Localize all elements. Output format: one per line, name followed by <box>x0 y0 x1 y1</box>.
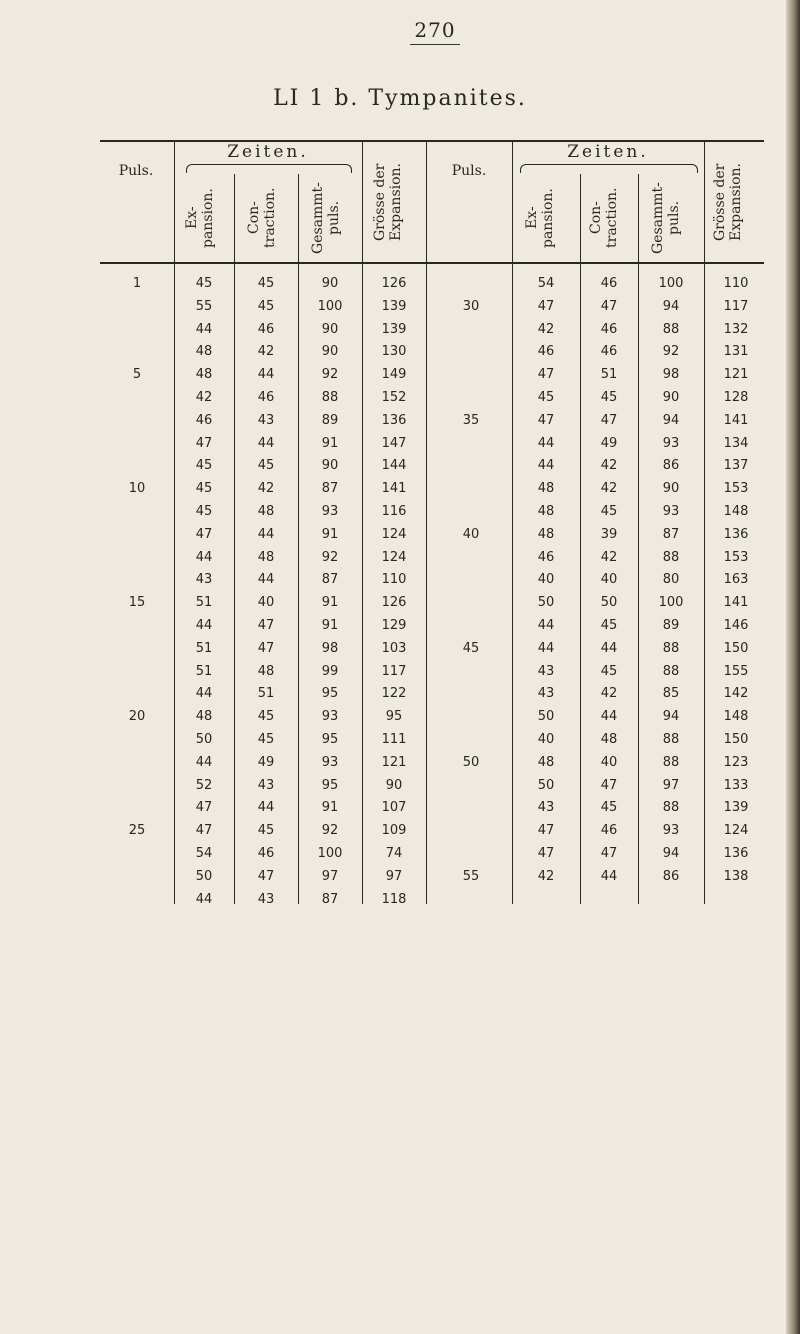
expansion-cell: 50 <box>195 732 213 747</box>
col-divider <box>174 142 175 904</box>
page-number: 270 <box>410 18 460 45</box>
gesammtpuls-cell: 98 <box>662 367 680 383</box>
gesammtpuls-cell: 90 <box>662 390 680 405</box>
groesse-cell: 129 <box>381 618 407 633</box>
contraction-cell: 44 <box>600 868 618 884</box>
expansion-cell: 50 <box>195 868 213 884</box>
gesammtpuls-cell: 94 <box>662 412 680 428</box>
contraction-cell: 42 <box>600 686 618 702</box>
gesammtpuls-cell: 88 <box>662 321 680 337</box>
contraction-cell: 42 <box>600 458 618 474</box>
expansion-cell: 47 <box>195 435 213 451</box>
expansion-cell: 51 <box>195 595 213 611</box>
contraction-cell: 48 <box>600 732 618 747</box>
contraction-cell: 48 <box>257 549 275 565</box>
col-divider <box>362 142 363 904</box>
groesse-cell: 142 <box>723 686 749 702</box>
gesammtpuls-cell: 100 <box>317 298 343 314</box>
contraction-cell: 44 <box>257 435 275 451</box>
gesammtpuls-cell: 93 <box>321 709 339 725</box>
groesse-cell: 103 <box>381 640 407 656</box>
gesammtpuls-cell: 88 <box>321 390 339 405</box>
contraction-cell: 48 <box>257 504 275 519</box>
gesammtpuls-cell: 90 <box>321 458 339 474</box>
expansion-cell: 47 <box>195 526 213 542</box>
expansion-cell: 51 <box>195 640 213 656</box>
expansion-cell: 47 <box>537 298 555 314</box>
contraction-cell: 43 <box>257 777 275 793</box>
col-divider <box>704 142 705 904</box>
contraction-cell: 44 <box>257 367 275 383</box>
table-title: LI 1 b. Tympanites. <box>273 86 527 111</box>
groesse-cell: 121 <box>381 754 407 770</box>
groesse-cell: 141 <box>723 595 749 611</box>
groesse-cell: 147 <box>381 435 407 451</box>
expansion-cell: 44 <box>195 549 213 565</box>
col-divider <box>426 142 427 904</box>
expansion-cell: 47 <box>537 367 555 383</box>
groesse-cell: 150 <box>723 732 749 747</box>
expansion-cell: 46 <box>537 344 555 360</box>
groesse-cell: 123 <box>723 754 749 770</box>
groesse-cell: 152 <box>381 390 407 405</box>
gesammtpuls-cell: 95 <box>321 686 339 702</box>
gesammtpuls-cell: 87 <box>662 526 680 542</box>
expansion-cell: 47 <box>537 412 555 428</box>
expansion-cell: 45 <box>195 504 213 519</box>
expansion-cell: 47 <box>195 800 213 816</box>
contraction-cell: 47 <box>257 618 275 633</box>
expansion-cell: 44 <box>537 435 555 451</box>
contraction-cell: 44 <box>257 572 275 588</box>
gesammtpuls-cell: 89 <box>321 412 339 428</box>
contraction-cell: 49 <box>257 754 275 770</box>
gesammtpuls-cell: 97 <box>662 777 680 793</box>
groesse-cell: 146 <box>723 618 749 633</box>
contraction-cell: 46 <box>600 344 618 360</box>
expansion-cell: 44 <box>195 618 213 633</box>
gesammtpuls-cell: 86 <box>662 458 680 474</box>
contraction-cell: 46 <box>600 823 618 839</box>
groesse-cell: 150 <box>723 640 749 656</box>
contraction-cell: 39 <box>600 526 618 542</box>
groesse-header-left: Grösse der Expansion. <box>372 163 405 241</box>
groesse-cell: 139 <box>381 298 407 314</box>
groesse-cell: 117 <box>723 298 749 314</box>
groesse-cell: 136 <box>723 526 749 542</box>
gesammtpuls-cell: 98 <box>321 640 339 656</box>
groesse-cell: 116 <box>381 504 407 519</box>
gesammtpuls-cell: 94 <box>662 846 680 861</box>
gesammtpuls-header-right: Gesammt- puls. <box>650 182 683 254</box>
expansion-cell: 44 <box>195 686 213 702</box>
expansion-cell: 42 <box>537 868 555 884</box>
expansion-cell: 50 <box>537 777 555 793</box>
contraction-cell: 46 <box>600 276 618 291</box>
puls-label: 50 <box>462 754 480 770</box>
page-edge <box>786 0 800 1334</box>
groesse-cell: 90 <box>385 777 403 793</box>
expansion-cell: 40 <box>537 732 555 747</box>
gesammtpuls-cell: 88 <box>662 732 680 747</box>
contraction-cell: 44 <box>600 709 618 725</box>
groesse-cell: 139 <box>381 321 407 337</box>
expansion-cell: 48 <box>195 367 213 383</box>
expansion-cell: 44 <box>537 458 555 474</box>
contraction-cell: 43 <box>257 412 275 428</box>
expansion-cell: 44 <box>195 321 213 337</box>
contraction-cell: 45 <box>257 298 275 314</box>
groesse-cell: 149 <box>381 367 407 383</box>
groesse-cell: 148 <box>723 709 749 725</box>
zeiten-brace-right <box>520 164 698 173</box>
header-rule <box>100 262 764 264</box>
puls-label: 15 <box>128 595 146 611</box>
groesse-cell: 130 <box>381 344 407 360</box>
groesse-cell: 133 <box>723 777 749 793</box>
gesammtpuls-cell: 91 <box>321 800 339 816</box>
contraction-cell: 42 <box>257 481 275 497</box>
gesammtpuls-cell: 93 <box>662 435 680 451</box>
gesammtpuls-cell: 99 <box>321 663 339 679</box>
groesse-cell: 163 <box>723 572 749 588</box>
contraction-cell: 44 <box>600 640 618 656</box>
contraction-cell: 45 <box>600 618 618 633</box>
contraction-cell: 51 <box>600 367 618 383</box>
gesammtpuls-cell: 87 <box>321 481 339 497</box>
groesse-cell: 117 <box>381 663 407 679</box>
expansion-cell: 44 <box>195 754 213 770</box>
contraction-cell: 44 <box>257 800 275 816</box>
groesse-cell: 109 <box>381 823 407 839</box>
groesse-cell: 110 <box>723 276 749 291</box>
expansion-cell: 48 <box>537 754 555 770</box>
expansion-cell: 52 <box>195 777 213 793</box>
contraction-cell: 43 <box>257 891 275 907</box>
expansion-cell: 48 <box>537 481 555 497</box>
gesammtpuls-cell: 100 <box>658 595 684 611</box>
puls-label: 30 <box>462 298 480 314</box>
gesammtpuls-cell: 92 <box>321 367 339 383</box>
contraction-cell: 48 <box>257 663 275 679</box>
expansion-cell: 42 <box>537 321 555 337</box>
groesse-cell: 122 <box>381 686 407 702</box>
puls-header-left: Puls. <box>118 163 154 179</box>
expansion-cell: 43 <box>537 800 555 816</box>
gesammtpuls-cell: 91 <box>321 435 339 451</box>
groesse-header-right: Grösse der Expansion. <box>712 163 745 241</box>
groesse-cell: 128 <box>723 390 749 405</box>
contraction-cell: 45 <box>257 276 275 291</box>
expansion-cell: 47 <box>537 823 555 839</box>
gesammtpuls-cell: 100 <box>317 846 343 861</box>
contraction-cell: 42 <box>257 344 275 360</box>
contraction-cell: 45 <box>600 390 618 405</box>
gesammtpuls-cell: 88 <box>662 549 680 565</box>
puls-label: 45 <box>462 640 480 656</box>
gesammtpuls-cell: 91 <box>321 526 339 542</box>
groesse-cell: 126 <box>381 595 407 611</box>
contraction-cell: 45 <box>600 504 618 519</box>
contraction-cell: 50 <box>600 595 618 611</box>
groesse-cell: 132 <box>723 321 749 337</box>
groesse-cell: 155 <box>723 663 749 679</box>
gesammtpuls-cell: 93 <box>662 504 680 519</box>
gesammtpuls-cell: 93 <box>321 504 339 519</box>
gesammtpuls-cell: 94 <box>662 709 680 725</box>
gesammtpuls-cell: 88 <box>662 754 680 770</box>
groesse-cell: 153 <box>723 549 749 565</box>
expansion-cell: 42 <box>195 390 213 405</box>
puls-label: 55 <box>462 868 480 884</box>
zeiten-header-left: Zeiten. <box>227 142 309 162</box>
groesse-cell: 95 <box>385 709 403 725</box>
gesammtpuls-cell: 100 <box>658 276 684 291</box>
groesse-cell: 126 <box>381 276 407 291</box>
gesammtpuls-cell: 95 <box>321 732 339 747</box>
expansion-cell: 46 <box>195 412 213 428</box>
pulse-table <box>100 126 770 906</box>
contraction-cell: 45 <box>257 458 275 474</box>
puls-label: 25 <box>128 823 146 839</box>
expansion-cell: 47 <box>537 846 555 861</box>
gesammtpuls-cell: 87 <box>321 891 339 907</box>
groesse-cell: 141 <box>723 412 749 428</box>
gesammtpuls-cell: 91 <box>321 595 339 611</box>
contraction-cell: 42 <box>600 481 618 497</box>
groesse-cell: 136 <box>723 846 749 861</box>
puls-label: 20 <box>128 709 146 725</box>
gesammtpuls-cell: 90 <box>321 321 339 337</box>
gesammtpuls-cell: 80 <box>662 572 680 588</box>
puls-label: 35 <box>462 412 480 428</box>
gesammtpuls-cell: 86 <box>662 868 680 884</box>
gesammtpuls-cell: 87 <box>321 572 339 588</box>
groesse-cell: 124 <box>723 823 749 839</box>
contraction-cell: 45 <box>600 663 618 679</box>
groesse-cell: 74 <box>385 846 403 861</box>
contraction-cell: 47 <box>600 777 618 793</box>
expansion-header-left: Ex- pansion. <box>184 188 217 248</box>
gesammtpuls-cell: 90 <box>321 276 339 291</box>
gesammtpuls-cell: 85 <box>662 686 680 702</box>
gesammtpuls-cell: 93 <box>321 754 339 770</box>
expansion-cell: 43 <box>195 572 213 588</box>
groesse-cell: 138 <box>723 868 749 884</box>
groesse-cell: 107 <box>381 800 407 816</box>
contraction-cell: 40 <box>257 595 275 611</box>
expansion-cell: 44 <box>537 618 555 633</box>
expansion-cell: 45 <box>195 458 213 474</box>
zeiten-brace-left <box>186 164 352 173</box>
contraction-cell: 49 <box>600 435 618 451</box>
contraction-header-right: Con- traction. <box>588 187 621 249</box>
groesse-cell: 124 <box>381 549 407 565</box>
puls-label: 10 <box>128 481 146 497</box>
groesse-cell: 118 <box>381 891 407 907</box>
gesammtpuls-cell: 89 <box>662 618 680 633</box>
groesse-cell: 136 <box>381 412 407 428</box>
groesse-cell: 137 <box>723 458 749 474</box>
contraction-header-left: Con- traction. <box>246 187 279 249</box>
groesse-cell: 111 <box>381 732 407 747</box>
contraction-cell: 45 <box>600 800 618 816</box>
contraction-cell: 47 <box>600 298 618 314</box>
contraction-cell: 47 <box>257 868 275 884</box>
expansion-cell: 43 <box>537 686 555 702</box>
gesammtpuls-cell: 92 <box>662 344 680 360</box>
groesse-cell: 131 <box>723 344 749 360</box>
gesammtpuls-cell: 88 <box>662 663 680 679</box>
expansion-cell: 47 <box>195 823 213 839</box>
contraction-cell: 40 <box>600 572 618 588</box>
gesammtpuls-header-left: Gesammt- puls. <box>310 182 343 254</box>
expansion-cell: 40 <box>537 572 555 588</box>
gesammtpuls-cell: 97 <box>321 868 339 884</box>
contraction-cell: 46 <box>257 390 275 405</box>
expansion-cell: 54 <box>537 276 555 291</box>
groesse-cell: 153 <box>723 481 749 497</box>
gesammtpuls-cell: 90 <box>321 344 339 360</box>
gesammtpuls-cell: 91 <box>321 618 339 633</box>
col-divider <box>512 142 513 904</box>
zeiten-header-right: Zeiten. <box>567 142 649 162</box>
gesammtpuls-cell: 88 <box>662 800 680 816</box>
contraction-cell: 46 <box>600 321 618 337</box>
contraction-cell: 46 <box>257 321 275 337</box>
expansion-header-right: Ex- pansion. <box>524 188 557 248</box>
gesammtpuls-cell: 94 <box>662 298 680 314</box>
puls-label: 5 <box>132 367 142 383</box>
expansion-cell: 44 <box>537 640 555 656</box>
puls-header-right: Puls. <box>451 163 487 179</box>
contraction-cell: 40 <box>600 754 618 770</box>
col-divider <box>638 174 639 904</box>
contraction-cell: 47 <box>600 412 618 428</box>
contraction-cell: 42 <box>600 549 618 565</box>
contraction-cell: 47 <box>257 640 275 656</box>
expansion-cell: 55 <box>195 298 213 314</box>
puls-label: 40 <box>462 526 480 542</box>
col-divider <box>298 174 299 904</box>
contraction-cell: 45 <box>257 732 275 747</box>
contraction-cell: 45 <box>257 823 275 839</box>
gesammtpuls-cell: 92 <box>321 549 339 565</box>
contraction-cell: 46 <box>257 846 275 861</box>
gesammtpuls-cell: 88 <box>662 640 680 656</box>
expansion-cell: 54 <box>195 846 213 861</box>
expansion-cell: 45 <box>195 276 213 291</box>
contraction-cell: 45 <box>257 709 275 725</box>
col-divider <box>234 174 235 904</box>
contraction-cell: 51 <box>257 686 275 702</box>
groesse-cell: 134 <box>723 435 749 451</box>
expansion-cell: 44 <box>195 891 213 907</box>
expansion-cell: 48 <box>195 344 213 360</box>
expansion-cell: 43 <box>537 663 555 679</box>
gesammtpuls-cell: 92 <box>321 823 339 839</box>
groesse-cell: 124 <box>381 526 407 542</box>
expansion-cell: 50 <box>537 709 555 725</box>
contraction-cell: 44 <box>257 526 275 542</box>
expansion-cell: 45 <box>195 481 213 497</box>
groesse-cell: 110 <box>381 572 407 588</box>
gesammtpuls-cell: 90 <box>662 481 680 497</box>
groesse-cell: 148 <box>723 504 749 519</box>
groesse-cell: 144 <box>381 458 407 474</box>
contraction-cell: 47 <box>600 846 618 861</box>
expansion-cell: 50 <box>537 595 555 611</box>
expansion-cell: 51 <box>195 663 213 679</box>
groesse-cell: 139 <box>723 800 749 816</box>
expansion-cell: 48 <box>537 504 555 519</box>
expansion-cell: 46 <box>537 549 555 565</box>
groesse-cell: 141 <box>381 481 407 497</box>
puls-label: 1 <box>132 276 142 291</box>
groesse-cell: 97 <box>385 868 403 884</box>
groesse-cell: 121 <box>723 367 749 383</box>
expansion-cell: 45 <box>537 390 555 405</box>
gesammtpuls-cell: 95 <box>321 777 339 793</box>
gesammtpuls-cell: 93 <box>662 823 680 839</box>
expansion-cell: 48 <box>537 526 555 542</box>
expansion-cell: 48 <box>195 709 213 725</box>
